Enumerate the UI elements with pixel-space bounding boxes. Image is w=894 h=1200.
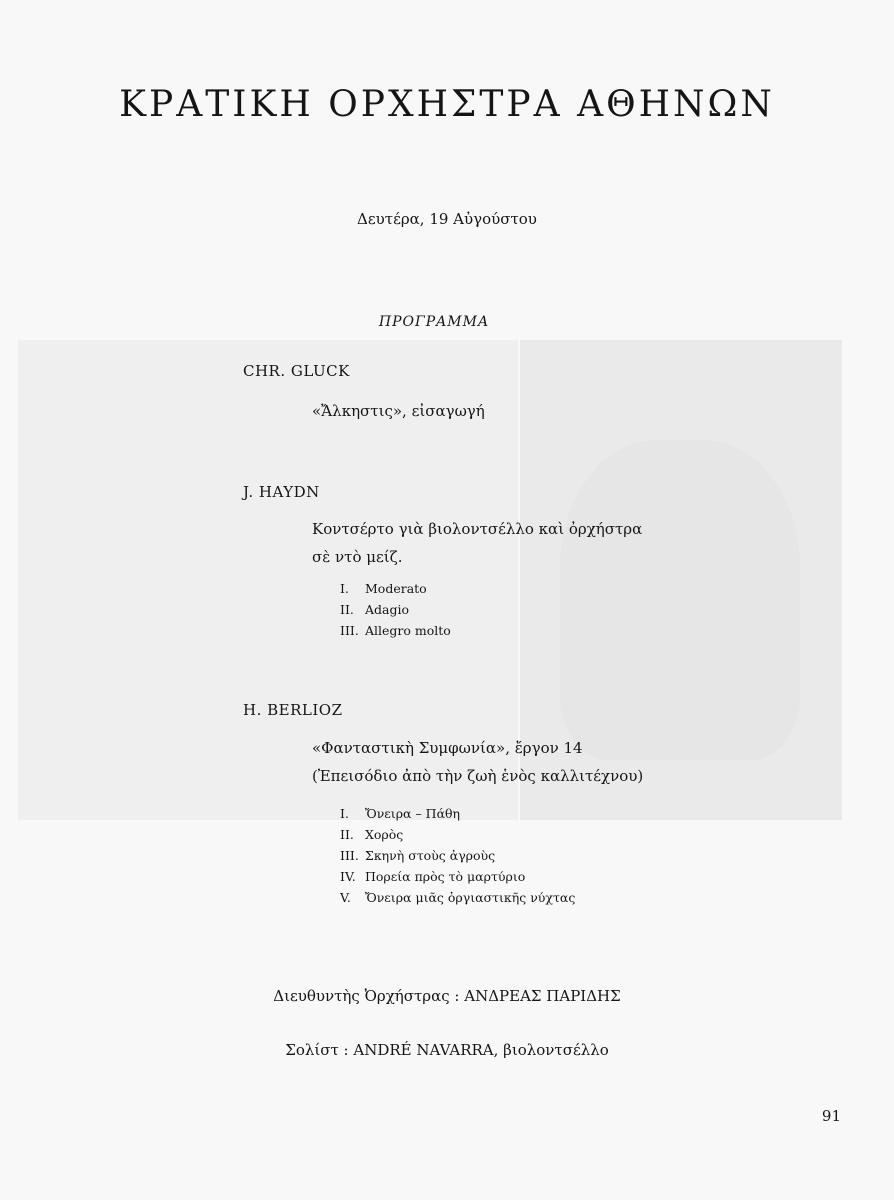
movement-name: Ὄνειρα – Πάθη [365,806,461,821]
movement-item [340,620,451,641]
concert-date: Δευτέρα, 19 Αὐγούστου [357,210,537,228]
movement-name: Σκηνὴ στοὺς ἀγροὺς [365,848,496,863]
movement-number: I. [340,581,349,596]
page-number: 91 [821,1107,841,1125]
movement-number: IV. [340,869,356,884]
movement-number: V. [340,890,351,905]
composer-berlioz: H. BERLIOZ [243,701,343,719]
soloist-credit: Σολίστ : ANDRÉ NAVARRA, βιολοντσέλλο [285,1041,609,1059]
composer-haydn: J. HAYDN [243,483,320,501]
work-line: «Ἄλκηστις», εἰσαγωγή [312,402,485,420]
movement-item [340,599,451,620]
movement-name: Ὄνειρα μιᾶς ὀργιαστικῆς νύχτας [365,890,576,905]
page-title: ΚΡΑΤΙΚΗ ΟΡΧΗΣΤΡΑ ΑΘΗΝΩΝ [119,84,775,125]
movement-number: III. [340,623,359,638]
work-berlioz [312,734,643,790]
work-line: «Φανταστικὴ Συμφωνία», ἔργον 14 [312,739,583,757]
show-through-shadow [560,440,800,760]
movement-name: Allegro molto [365,623,451,638]
movement-item [340,887,575,908]
work-line: (Ἐπεισόδιο ἀπὸ τὴν ζωὴ ἑνὸς καλλιτέχνου) [312,767,644,785]
movement-number: II. [340,602,354,617]
work-line: Κοντσέρτο γιὰ βιολοντσέλλο καὶ ὀρχήστρα [312,520,643,538]
movement-item [340,578,451,599]
movement-name: Adagio [365,602,410,617]
movement-name: Πορεία πρὸς τὸ μαρτύριο [365,869,526,884]
work-haydn [312,515,642,571]
composer-gluck: CHR. GLUCK [243,362,350,380]
movement-item [340,866,575,887]
movements-haydn [340,578,451,641]
movement-name: Χορὸς [365,827,404,842]
movement-item [340,824,575,845]
movement-item [340,845,575,866]
movement-name: Moderato [365,581,427,596]
movement-number: III. [340,848,359,863]
work-gluck [312,397,485,425]
movement-item [340,803,575,824]
program-heading: ΠΡΟΓΡΑΜΜΑ [378,314,490,330]
movement-number: I. [340,806,349,821]
conductor-credit: Διευθυντὴς Ὀρχήστρας : ΑΝΔΡΕΑΣ ΠΑΡΙΔΗΣ [273,987,621,1005]
movements-berlioz [340,803,575,908]
movement-number: II. [340,827,354,842]
work-line: σὲ ντὸ μείζ. [312,548,403,566]
